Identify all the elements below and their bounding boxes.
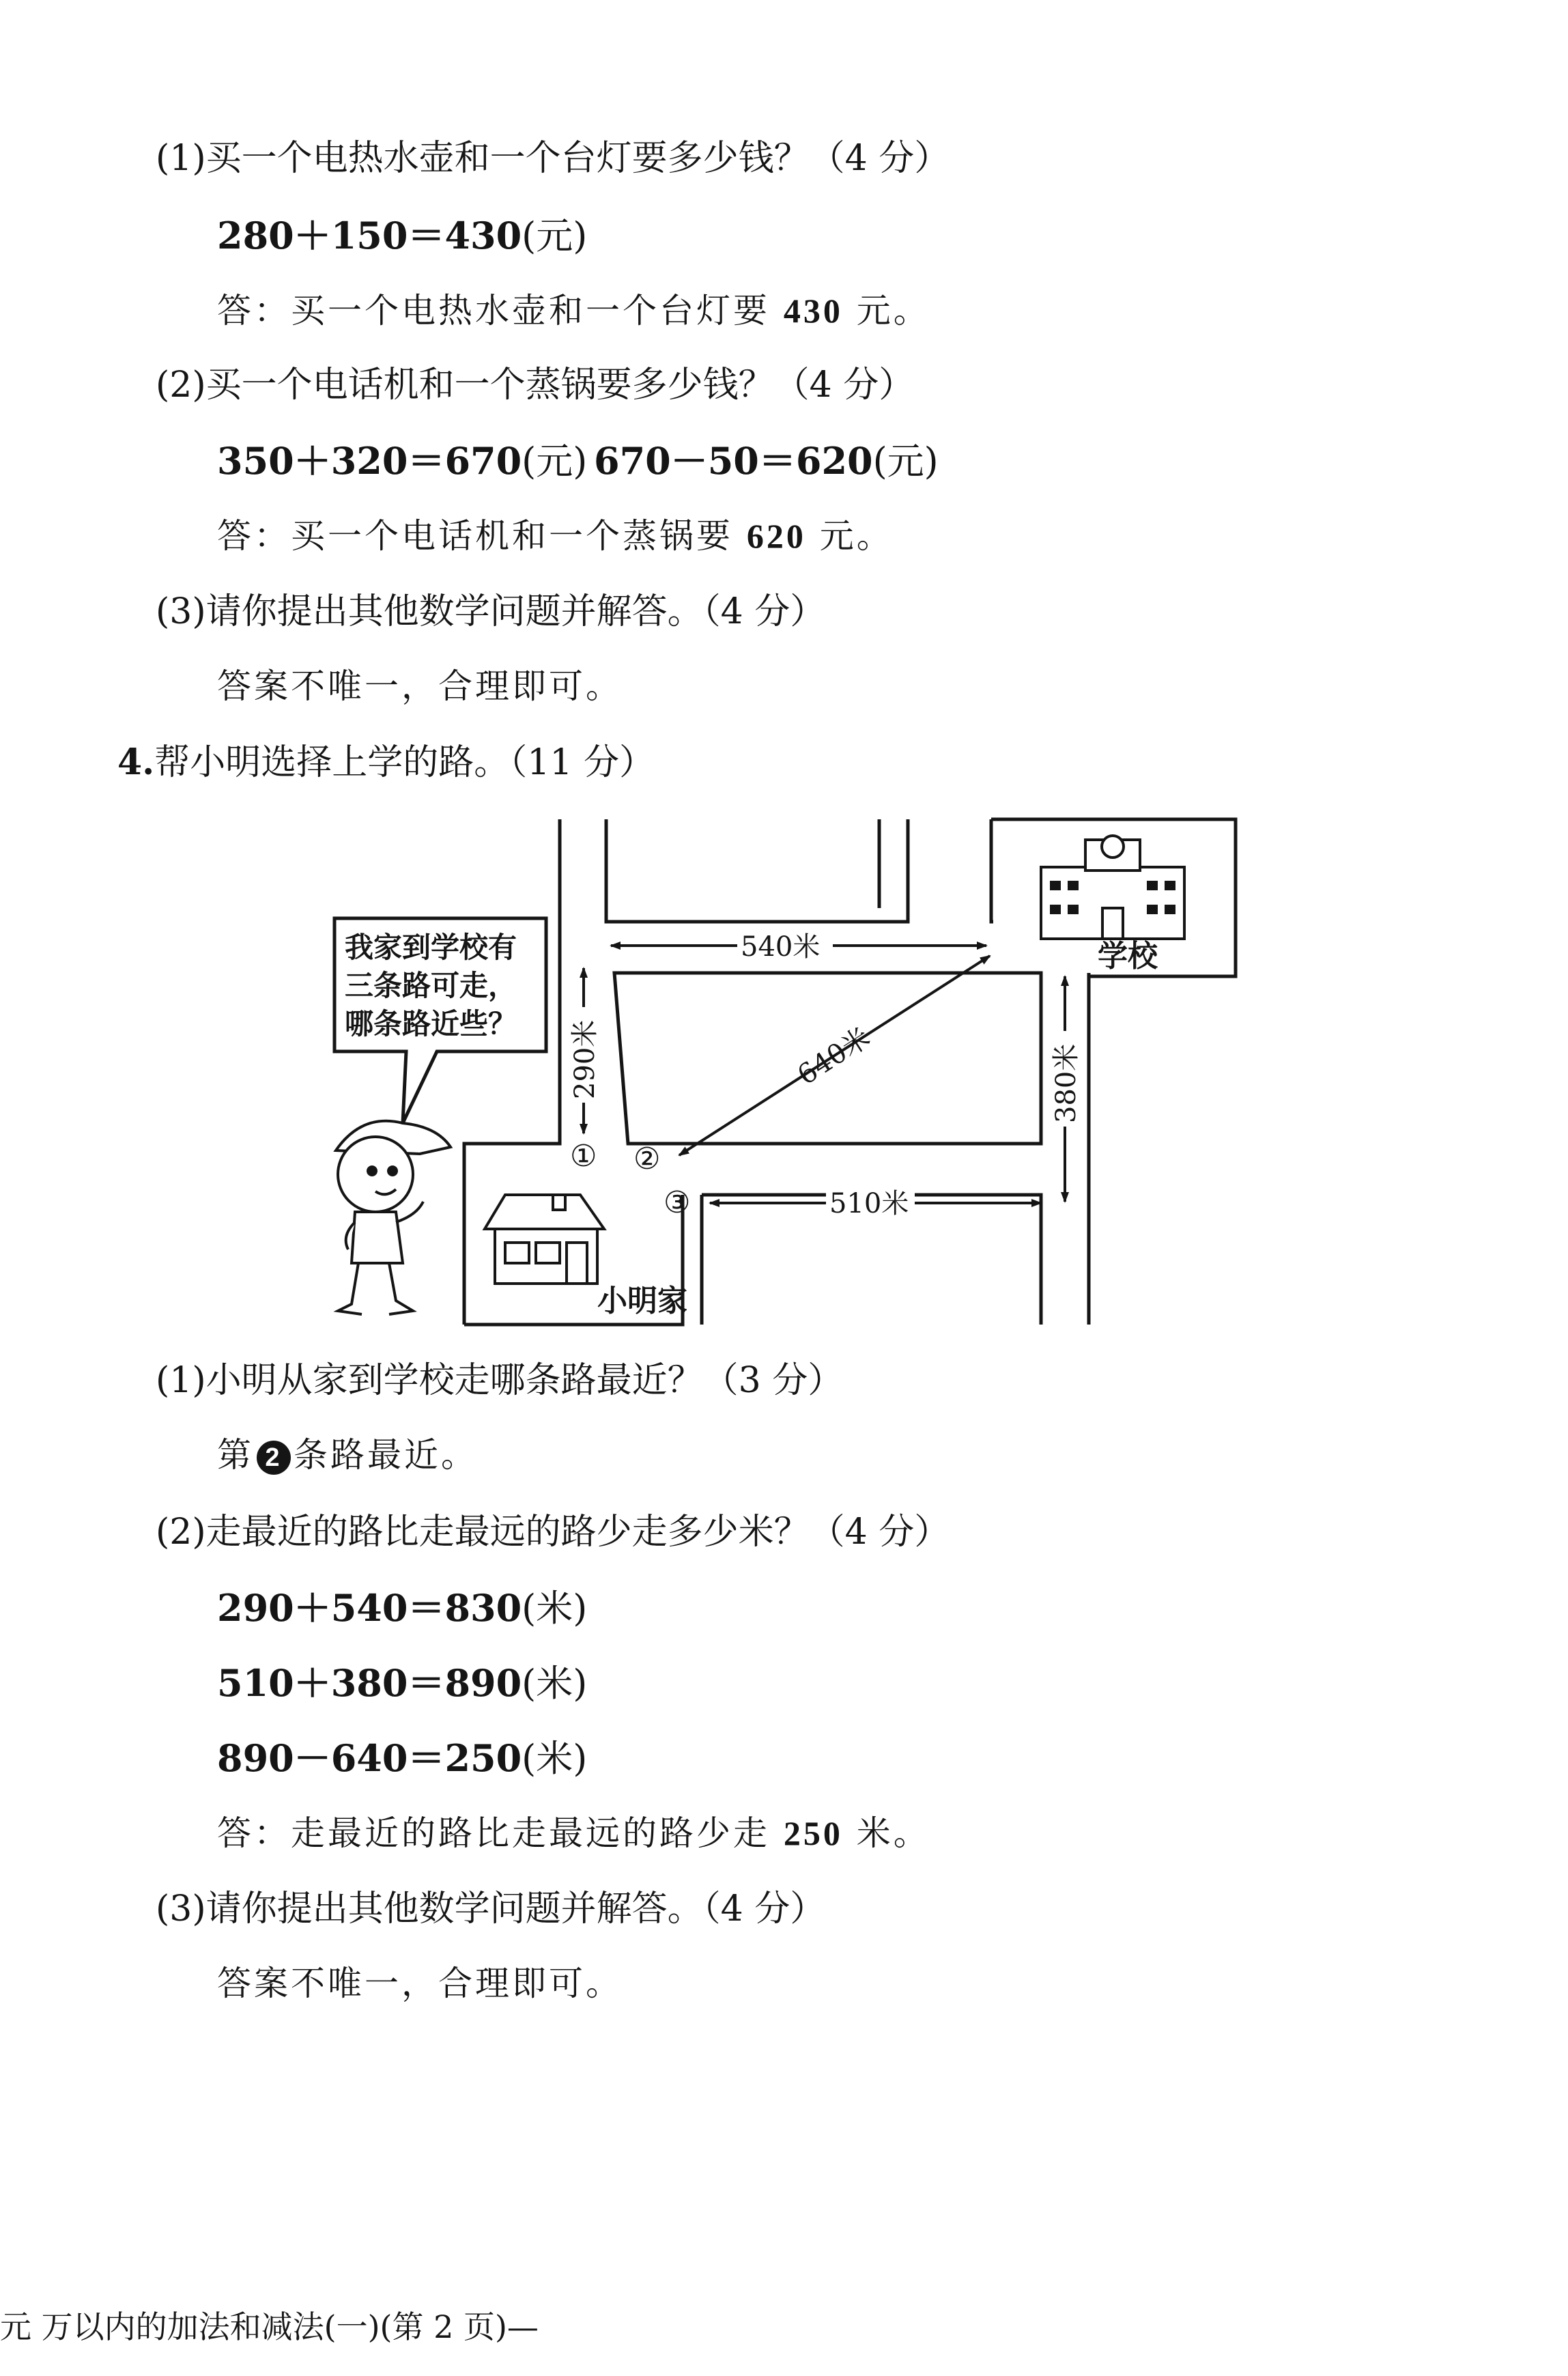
s3-q2-answer: 答：买一个电话机和一个蒸锅要 620 元。 [217, 516, 894, 556]
speech-line-3: 哪条路近些？ [345, 1007, 517, 1041]
distance-top: 540米 [741, 931, 821, 963]
distance-diagonal: 640米 [792, 1021, 876, 1092]
road-edge-inner [606, 819, 908, 922]
school-label: 学校 [1098, 939, 1158, 974]
circled-two: 2 [257, 1441, 291, 1475]
s3-q2-equation-2: 670－50＝620(元) [594, 439, 939, 483]
route-map [300, 812, 1256, 1331]
s4-q1-label: (1)小明从家到学校走哪条路最近？（3 分） [156, 1360, 844, 1401]
home-house-icon [485, 1195, 604, 1284]
distance-bottom: 510米 [829, 1188, 909, 1219]
s4-q3-answer: 答案不唯一，合理即可。 [217, 1964, 623, 2003]
home-label: 小明家 [597, 1284, 687, 1318]
s3-q2-equation-1: 350＋320＝670(元) [217, 439, 588, 483]
s4-q3-label: (3)请你提出其他数学问题并解答。（4 分） [156, 1889, 826, 1929]
road-edge-right [991, 819, 993, 922]
s3-q3-answer: 答案不唯一，合理即可。 [217, 666, 623, 706]
s4-q2-equation-3: 890－640＝250(米) [217, 1736, 588, 1780]
s4-q2-equation-1: 290＋540＝830(米) [217, 1586, 588, 1630]
route-2-marker: ② [633, 1142, 661, 1176]
boy-character-icon [336, 1121, 451, 1314]
route-1-marker: ① [570, 1139, 597, 1174]
speech-line-1: 我家到学校有 [345, 931, 517, 964]
s4-q1-answer: 第 2 条路最近。 [217, 1435, 478, 1475]
s3-q1-equation: 280＋150＝430(元) [217, 214, 588, 257]
s3-q3-label: (3)请你提出其他数学问题并解答。（4 分） [156, 591, 826, 632]
page-footer: 元 万以内的加法和减法(一)(第 2 页)— [0, 2308, 539, 2345]
route-3-marker: ③ [664, 1185, 691, 1220]
speech-line-2: 三条路可走， [345, 969, 517, 1002]
s3-q1-answer: 答：买一个电热水壶和一个台灯要 430 元。 [217, 291, 930, 330]
s4-q2-answer: 答：走最近的路比走最远的路少走 250 米。 [217, 1813, 930, 1853]
s3-q2-label: (2)买一个电话机和一个蒸锅要多少钱？（4 分） [156, 365, 915, 406]
s4-q2-label: (2)走最近的路比走最远的路少走多少米？（4 分） [156, 1512, 950, 1553]
s4-q2-equation-2: 510＋380＝890(米) [217, 1661, 588, 1705]
distance-left: 290米 [569, 1019, 601, 1099]
s3-q1-label: (1)买一个电热水壶和一个台灯要多少钱？（4 分） [156, 138, 950, 179]
s4-title: 4.帮小明选择上学的路。（11 分） [117, 741, 655, 783]
distance-right: 380米 [1051, 1043, 1082, 1123]
school-building-icon [1041, 836, 1184, 939]
